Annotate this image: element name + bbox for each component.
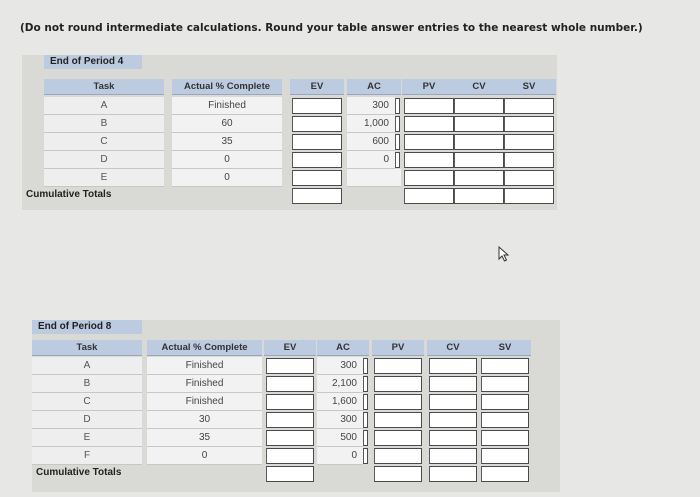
actual-complete-cell: Finished xyxy=(147,357,262,375)
ac-input-edge[interactable] xyxy=(363,358,368,374)
period-4-table xyxy=(22,55,557,210)
ac-value xyxy=(347,169,401,187)
cv-input[interactable] xyxy=(454,134,504,150)
pv-input[interactable] xyxy=(374,430,422,446)
ac-value: 2,100 xyxy=(317,375,363,393)
task-cell: C xyxy=(44,133,164,151)
total-cv-input[interactable] xyxy=(429,466,477,482)
cv-input[interactable] xyxy=(454,170,504,186)
actual-complete-cell: 0 xyxy=(147,447,262,465)
cv-input[interactable] xyxy=(454,98,504,114)
ev-input[interactable] xyxy=(266,376,314,392)
task-cell: B xyxy=(44,115,164,133)
ac-value: 0 xyxy=(347,151,395,169)
cumulative-totals-label: Cumulative Totals xyxy=(36,467,122,478)
pv-input[interactable] xyxy=(374,358,422,374)
actual-complete-cell: 30 xyxy=(147,411,262,429)
pv-input[interactable] xyxy=(404,116,454,132)
ev-input[interactable] xyxy=(292,98,342,114)
ev-input[interactable] xyxy=(266,394,314,410)
ev-input[interactable] xyxy=(266,430,314,446)
task-cell: E xyxy=(44,169,164,187)
period-8-table xyxy=(32,320,560,492)
sv-input[interactable] xyxy=(504,152,554,168)
ev-input[interactable] xyxy=(292,134,342,150)
header-actual-complete: Actual % Complete xyxy=(172,79,282,95)
ac-input-edge[interactable] xyxy=(363,394,368,410)
header-pv: PV xyxy=(402,79,456,95)
header-sv: SV xyxy=(502,79,556,95)
total-ev-input[interactable] xyxy=(292,188,342,204)
header-ac: AC xyxy=(347,79,401,95)
actual-complete-cell: 0 xyxy=(172,169,282,187)
sv-input[interactable] xyxy=(481,412,529,428)
ac-input-edge[interactable] xyxy=(395,134,400,150)
ac-value: 1,000 xyxy=(347,115,395,133)
actual-complete-cell: Finished xyxy=(147,393,262,411)
total-cv-input[interactable] xyxy=(454,188,504,204)
header-sv: SV xyxy=(479,340,531,356)
cv-input[interactable] xyxy=(429,358,477,374)
task-cell: A xyxy=(44,97,164,115)
ac-input-edge[interactable] xyxy=(395,116,400,132)
pv-input[interactable] xyxy=(404,170,454,186)
task-cell: D xyxy=(44,151,164,169)
ac-input-edge[interactable] xyxy=(363,412,368,428)
total-sv-input[interactable] xyxy=(504,188,554,204)
total-ev-input[interactable] xyxy=(266,466,314,482)
sv-input[interactable] xyxy=(481,376,529,392)
sv-input[interactable] xyxy=(504,116,554,132)
task-cell: A xyxy=(32,357,142,375)
sv-input[interactable] xyxy=(481,430,529,446)
header-cv: CV xyxy=(452,79,506,95)
period-title: End of Period 8 xyxy=(32,320,142,334)
header-actual-complete: Actual % Complete xyxy=(147,340,262,356)
ev-input[interactable] xyxy=(266,412,314,428)
ev-input[interactable] xyxy=(292,152,342,168)
total-sv-input[interactable] xyxy=(481,466,529,482)
task-cell: B xyxy=(32,375,142,393)
sv-input[interactable] xyxy=(481,448,529,464)
task-cell: D xyxy=(32,411,142,429)
header-task: Task xyxy=(44,79,164,95)
ev-input[interactable] xyxy=(266,448,314,464)
ac-input-edge[interactable] xyxy=(363,376,368,392)
sv-input[interactable] xyxy=(504,134,554,150)
actual-complete-cell: 60 xyxy=(172,115,282,133)
actual-complete-cell: 35 xyxy=(147,429,262,447)
actual-complete-cell: 35 xyxy=(172,133,282,151)
ac-input-edge[interactable] xyxy=(395,98,400,114)
cv-input[interactable] xyxy=(429,430,477,446)
cv-input[interactable] xyxy=(454,152,504,168)
task-cell: F xyxy=(32,447,142,465)
pv-input[interactable] xyxy=(404,98,454,114)
header-cv: CV xyxy=(427,340,479,356)
header-pv: PV xyxy=(372,340,424,356)
header-ac: AC xyxy=(317,340,369,356)
cv-input[interactable] xyxy=(429,412,477,428)
pv-input[interactable] xyxy=(404,134,454,150)
cv-input[interactable] xyxy=(454,116,504,132)
ev-input[interactable] xyxy=(292,116,342,132)
ac-input-edge[interactable] xyxy=(363,448,368,464)
header-ev: EV xyxy=(264,340,316,356)
header-ev: EV xyxy=(290,79,344,95)
ac-value: 600 xyxy=(347,133,395,151)
ac-value: 500 xyxy=(317,429,363,447)
pv-input[interactable] xyxy=(374,376,422,392)
sv-input[interactable] xyxy=(481,394,529,410)
ac-input-edge[interactable] xyxy=(363,430,368,446)
ac-value: 300 xyxy=(317,357,363,375)
pv-input[interactable] xyxy=(374,394,422,410)
actual-complete-cell: Finished xyxy=(172,97,282,115)
sv-input[interactable] xyxy=(504,170,554,186)
cumulative-totals-label: Cumulative Totals xyxy=(26,189,112,200)
task-cell: E xyxy=(32,429,142,447)
actual-complete-cell: 0 xyxy=(172,151,282,169)
ac-input-edge[interactable] xyxy=(395,152,400,168)
actual-complete-cell: Finished xyxy=(147,375,262,393)
period-title: End of Period 4 xyxy=(44,55,142,69)
header-task: Task xyxy=(32,340,142,356)
ac-value: 0 xyxy=(317,447,363,465)
instruction-text: (Do not round intermediate calculations. Round your table answer entries to the nearest whole number.) xyxy=(20,22,643,34)
mouse-cursor-icon xyxy=(497,246,511,262)
ev-input[interactable] xyxy=(266,358,314,374)
pv-input[interactable] xyxy=(374,448,422,464)
ac-value: 1,600 xyxy=(317,393,363,411)
sv-input[interactable] xyxy=(504,98,554,114)
ev-input[interactable] xyxy=(292,170,342,186)
total-pv-input[interactable] xyxy=(404,188,454,204)
ac-value: 300 xyxy=(347,97,395,115)
ac-value: 300 xyxy=(317,411,363,429)
cv-input[interactable] xyxy=(429,448,477,464)
cv-input[interactable] xyxy=(429,394,477,410)
pv-input[interactable] xyxy=(374,412,422,428)
task-cell: C xyxy=(32,393,142,411)
cv-input[interactable] xyxy=(429,376,477,392)
sv-input[interactable] xyxy=(481,358,529,374)
total-pv-input[interactable] xyxy=(374,466,422,482)
pv-input[interactable] xyxy=(404,152,454,168)
